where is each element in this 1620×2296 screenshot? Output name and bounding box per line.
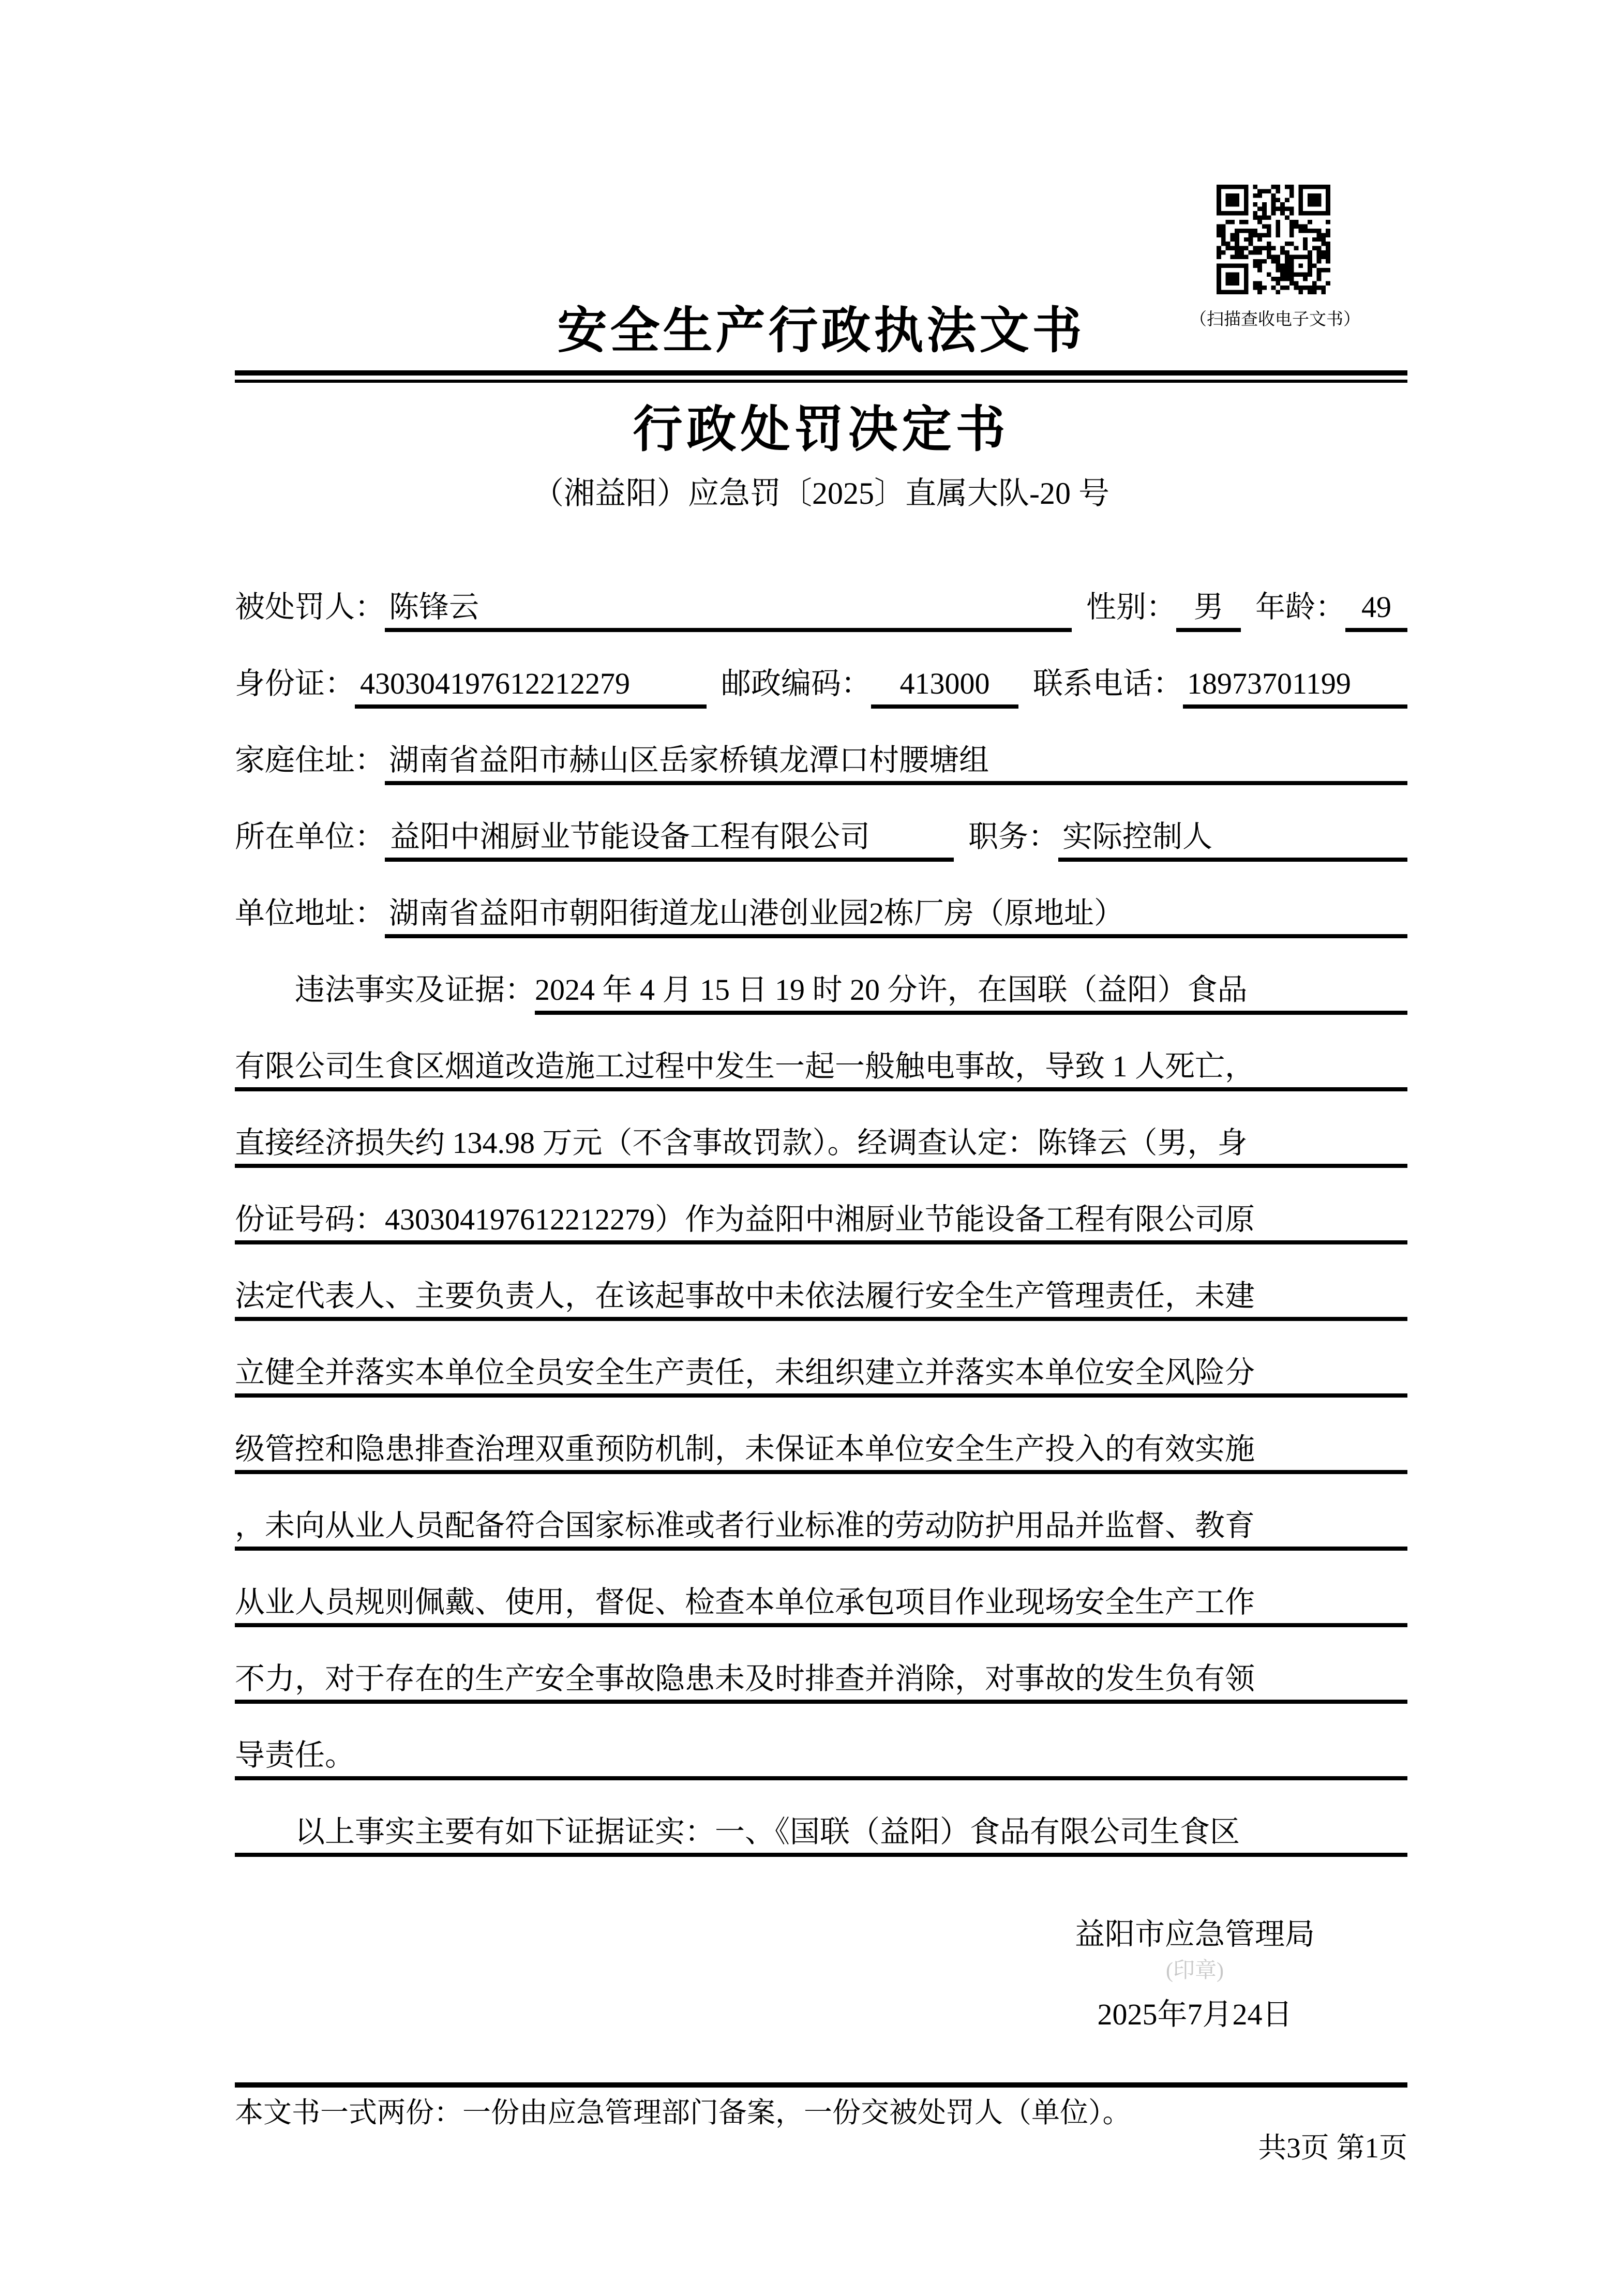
- employer-value: 益阳中湘厨业节能设备工程有限公司: [385, 819, 954, 862]
- qr-code-icon: [1217, 185, 1330, 294]
- issuing-agency: 益阳市应急管理局: [1074, 1917, 1315, 1951]
- position-value: 实际控制人: [1058, 819, 1407, 862]
- form-row-id: [235, 632, 1407, 709]
- facts-text: 导责任。: [235, 1738, 1407, 1780]
- unit-address-value: 湖南省益阳市朝阳街道龙山港创业园2栋厂房（原地址）: [385, 896, 1407, 938]
- facts-text: 直接经济损失约 134.98 万元（不含事故罚款）。经调查认定：陈锋云（男，身: [235, 1126, 1407, 1168]
- facts-line: [235, 1551, 1407, 1627]
- facts-text: 法定代表人、主要负责人，在该起事故中未依法履行安全生产管理责任，未建: [235, 1279, 1407, 1321]
- facts-line: [235, 1474, 1407, 1551]
- facts-line: [235, 1168, 1407, 1244]
- evidence-line: [235, 1780, 1407, 1857]
- id-label: 身份证：: [235, 666, 355, 700]
- doc-number: （湘益阳）应急罚〔2025〕直属大队-20 号: [533, 476, 1109, 511]
- phone-label: 联系电话：: [1033, 666, 1183, 700]
- facts-text: 有限公司生食区烟道改造施工过程中发生一起一般触电事故，导致 1 人死亡，: [235, 1049, 1407, 1091]
- id-value: 430304197612212279: [355, 666, 707, 709]
- facts-line: [235, 1321, 1407, 1398]
- facts-line: [235, 1627, 1407, 1704]
- facts-line: [235, 1398, 1407, 1474]
- facts-label: 违法事实及证据：: [295, 972, 535, 1007]
- facts-value: 2024 年 4 月 15 日 19 时 20 分许，在国联（益阳）食品: [535, 972, 1407, 1015]
- facts-text: ，未向从业人员配备符合国家标准或者行业标准的劳动防护用品并监督、教育: [235, 1508, 1407, 1551]
- document-body: [235, 556, 1407, 1857]
- evidence-text: 以上事实主要有如下证据证实：一、《国联（益阳）食品有限公司生食区: [235, 1814, 1407, 1857]
- age-label: 年龄：: [1255, 590, 1345, 624]
- facts-line: [235, 1244, 1407, 1321]
- facts-text: 份证号码：430304197612212279）作为益阳中湘厨业节能设备工程有限公司原: [235, 1202, 1407, 1244]
- postal-label: 邮政编码：: [721, 666, 872, 700]
- penalized-value: 陈锋云: [385, 590, 1072, 632]
- facts-text: 不力，对于存在的生产安全事故隐患未及时排查并消除，对事故的发生负有领: [235, 1661, 1407, 1704]
- facts-text: 从业人员规则佩戴、使用，督促、检查本单位承包项目作业现场安全生产工作: [235, 1585, 1407, 1627]
- form-row-penalized: [235, 556, 1407, 632]
- gender-label: 性别：: [1086, 590, 1176, 624]
- position-label: 职务：: [968, 819, 1059, 853]
- facts-line: [235, 1704, 1407, 1780]
- footer-note: 本文书一式两份：一份由应急管理部门备案，一份交被处罚人（单位）。: [235, 2097, 1131, 2128]
- qr-caption: （扫描查收电子文书）: [1190, 310, 1360, 329]
- form-row-unit-address: [235, 862, 1407, 938]
- employer-label: 所在单位：: [235, 819, 385, 853]
- facts-line: [235, 1091, 1407, 1168]
- form-row-employer: [235, 785, 1407, 862]
- penalized-label: 被处罚人：: [235, 590, 385, 624]
- footer-divider: [235, 2082, 1407, 2088]
- form-row-home-address: [235, 709, 1407, 785]
- facts-line: [235, 1015, 1407, 1091]
- page-number: 共3页 第1页: [1258, 2132, 1407, 2164]
- phone-value: 18973701199: [1183, 666, 1407, 709]
- series-title: 安全生产行政执法文书: [557, 303, 1085, 358]
- home-address-value: 湖南省益阳市赫山区岳家桥镇龙潭口村腰塘组: [385, 743, 1407, 785]
- postal-value: 413000: [871, 666, 1018, 709]
- facts-text: 级管控和隐患排查治理双重预防机制，未保证本单位安全生产投入的有效实施: [235, 1432, 1407, 1474]
- facts-text: 立健全并落实本单位全员安全生产责任，未组织建立并落实本单位安全风险分: [235, 1355, 1407, 1398]
- unit-address-label: 单位地址：: [235, 896, 385, 930]
- decision-date: 2025年7月24日: [1097, 1998, 1293, 2031]
- header-divider: [235, 370, 1407, 383]
- facts-line: [235, 938, 1407, 1015]
- seal-placeholder: (印章): [1166, 1959, 1224, 1983]
- signature-block: [1009, 1914, 1381, 2033]
- doc-title: 行政处罚决定书: [633, 402, 1010, 457]
- home-address-label: 家庭住址：: [235, 743, 385, 777]
- age-value: 49: [1345, 590, 1407, 632]
- gender-value: 男: [1176, 590, 1241, 632]
